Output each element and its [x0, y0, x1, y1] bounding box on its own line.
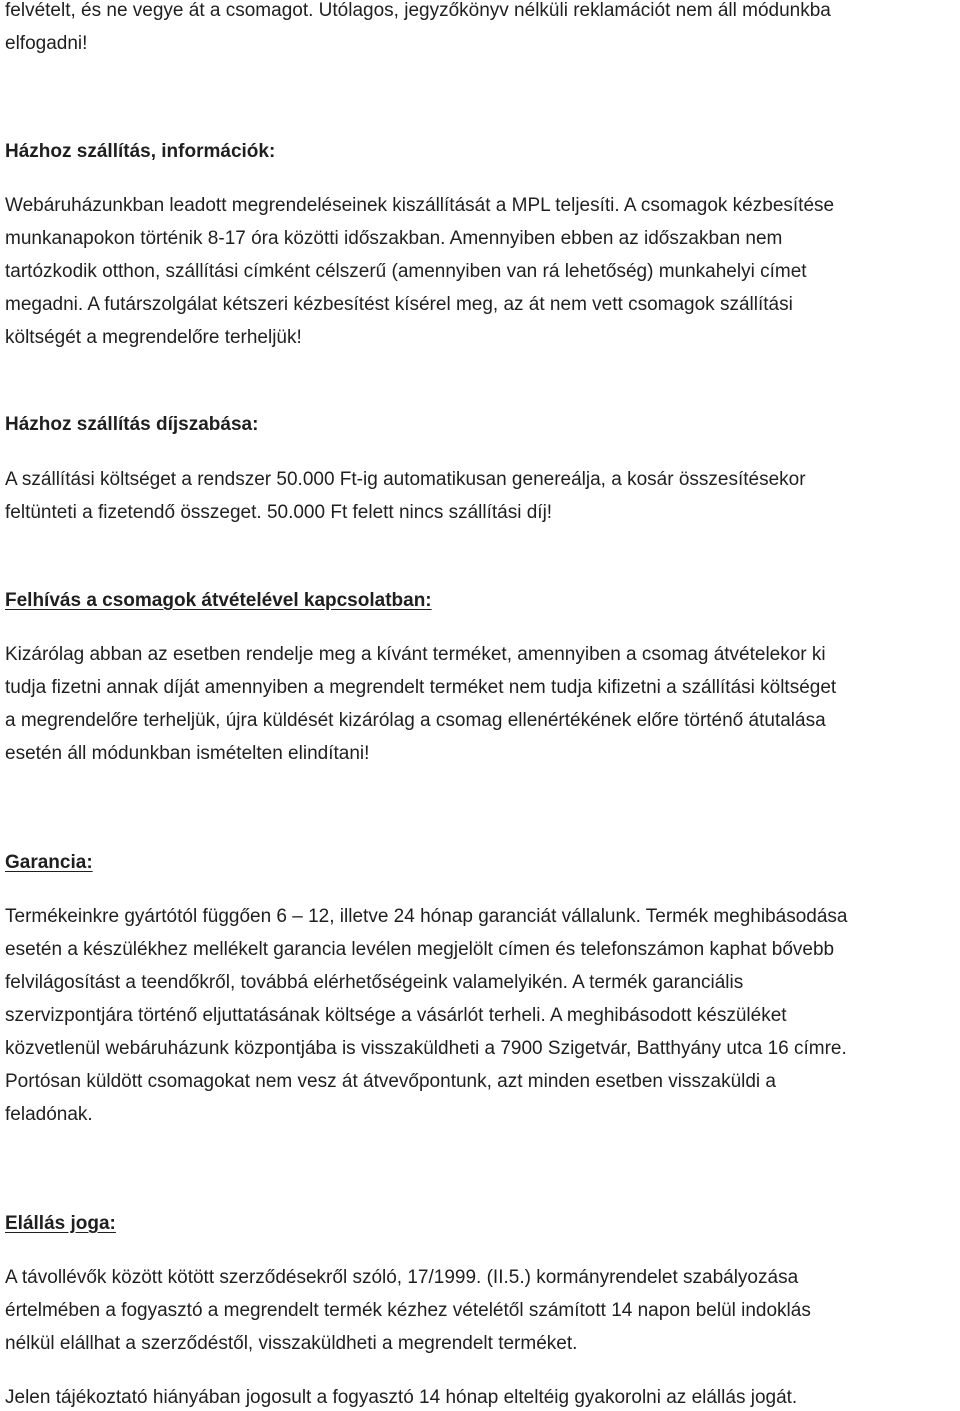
warranty-line-3: felvilágosítást a teendőkről, továbbá elérhetőségeink valamelyikén. A termék garanciális: [5, 972, 744, 993]
delivery-info-line-2: munkanapokon történik 8-17 óra közötti időszakban. Amennyiben ebben az időszakban nem: [5, 228, 783, 249]
section-heading-delivery-info: Házhoz szállítás, információk:: [5, 141, 276, 162]
section-heading-delivery-fees: Házhoz szállítás díjszabása:: [5, 414, 259, 435]
section-heading-withdrawal: Elállás joga:: [5, 1213, 116, 1234]
package-notice-line-2: tudja fizetni annak díját amennyiben a megrendelt terméket nem tudja kifizetni a szállítási költséget: [5, 677, 837, 698]
withdrawal-line-1: A távollévők között kötött szerződésekről szóló, 17/1999. (II.5.) kormányrendelet szabályozása: [5, 1267, 799, 1288]
delivery-info-line-3: tartózkodik otthon, szállítási címként célszerű (amennyiben van rá lehetőség) munkahelyi címet: [5, 261, 807, 282]
delivery-info-line-5: költségét a megrendelőre terheljük!: [5, 327, 302, 348]
delivery-info-line-4: megadni. A futárszolgálat kétszeri kézbesítést kísérel meg, az át nem vett csomagok szállítási: [5, 294, 793, 315]
withdrawal-line-2: értelmében a fogyasztó a megrendelt termék kézhez vételétől számított 14 napon belül indoklás: [5, 1300, 811, 1321]
warranty-line-1: Termékeinkre gyártótól függően 6 – 12, illetve 24 hónap garanciát vállalunk. Termék meghibásodása: [5, 906, 848, 927]
intro-line-1: felvételt, és ne vegye át a csomagot. Utólagos, jegyzőkönyv nélküli reklamációt nem áll módunkba: [5, 0, 831, 21]
warranty-line-5: közvetlenül webáruházunk központjába is visszaküldheti a 7900 Szigetvár, Batthyány utca 16 címre.: [5, 1038, 847, 1059]
intro-line-2: elfogadni!: [5, 33, 88, 54]
package-notice-line-4: esetén áll módunkban ismételten elindítani!: [5, 743, 370, 764]
warranty-line-6: Portósan küldött csomagokat nem vesz át átvevőpontunk, azt minden esetben visszaküldi a: [5, 1071, 776, 1092]
withdrawal-closing-line: Jelen tájékoztató hiányában jogosult a fogyasztó 14 hónap elteltéig gyakorolni az elállás jogát.: [5, 1387, 798, 1408]
delivery-fees-line-2: feltünteti a fizetendő összeget. 50.000 Ft felett nincs szállítási díj!: [5, 502, 553, 523]
package-notice-line-3: a megrendelőre terheljük, újra küldését kizárólag a csomag ellenértékének előre történő átutalása: [5, 710, 826, 731]
delivery-info-line-1: Webáruházunkban leadott megrendeléseinek kiszállítását a MPL teljesíti. A csomagok kézbesítése: [5, 195, 835, 216]
section-heading-package-notice: Felhívás a csomagok átvételével kapcsolatban:: [5, 590, 432, 611]
delivery-fees-line-1: A szállítási költséget a rendszer 50.000 Ft-ig automatikusan genereálja, a kosár összesítésekor: [5, 469, 806, 490]
warranty-line-7: feladónak.: [5, 1104, 93, 1125]
withdrawal-line-3: nélkül elállhat a szerződéstől, visszaküldheti a megrendelt terméket.: [5, 1333, 578, 1354]
warranty-line-2: esetén a készülékhez mellékelt garancia levélen megjelölt címen és telefonszámon kaphat bővebb: [5, 939, 835, 960]
warranty-line-4: szervizpontjára történő eljuttatásának költsége a vásárlót terheli. A meghibásodott készüléket: [5, 1005, 787, 1026]
package-notice-line-1: Kizárólag abban az esetben rendelje meg a kívánt terméket, amennyiben a csomag átvételekor ki: [5, 644, 826, 665]
section-heading-warranty: Garancia:: [5, 852, 93, 873]
